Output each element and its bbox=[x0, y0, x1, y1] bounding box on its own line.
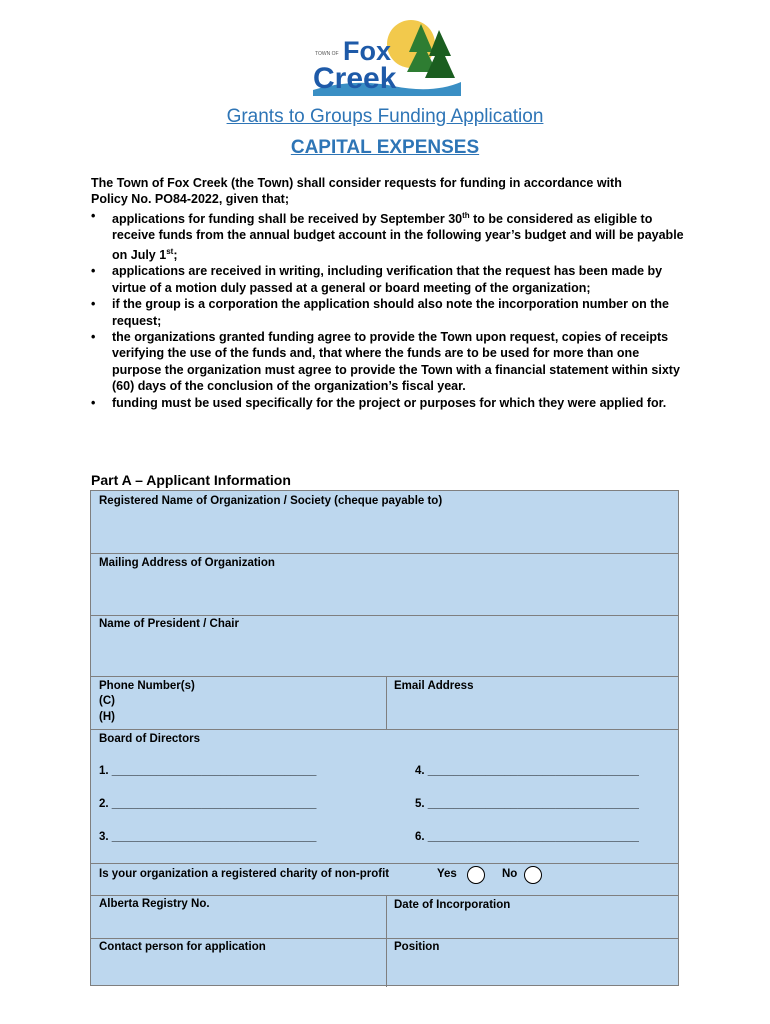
phone-field[interactable]: Phone Number(s) bbox=[99, 680, 195, 692]
position-field[interactable]: Position bbox=[394, 941, 440, 953]
row-divider bbox=[91, 895, 678, 896]
fox-creek-logo bbox=[313, 16, 461, 96]
director-line-2[interactable]: 2. ________________________________ bbox=[99, 798, 317, 810]
director-line-4[interactable]: 4. _________________________________ bbox=[415, 765, 639, 777]
row-divider bbox=[91, 615, 678, 616]
phone-home-label: (H) bbox=[99, 711, 115, 723]
mailing-address-field[interactable]: Mailing Address of Organization bbox=[99, 557, 275, 569]
yes-radio[interactable] bbox=[467, 866, 485, 884]
intro-text bbox=[91, 175, 691, 411]
director-line-3[interactable]: 3. ________________________________ bbox=[99, 831, 317, 843]
registry-field[interactable]: Alberta Registry No. bbox=[99, 898, 210, 910]
part-a-heading: Part A – Applicant Information bbox=[91, 472, 291, 488]
director-line-5[interactable]: 5. _________________________________ bbox=[415, 798, 639, 810]
director-line-1[interactable]: 1. ________________________________ bbox=[99, 765, 317, 777]
applicant-form bbox=[90, 490, 679, 986]
intro-bullet: • if the group is a corporation the application should also note the incorporation number on the request; bbox=[91, 297, 669, 328]
yes-label: Yes bbox=[437, 868, 457, 880]
board-of-directors-label: Board of Directors bbox=[99, 733, 200, 745]
row-divider bbox=[91, 553, 678, 554]
phone-cell-label: (C) bbox=[99, 695, 115, 707]
logo-small-text: TOWN OF bbox=[315, 51, 339, 57]
director-line-6[interactable]: 6. _________________________________ bbox=[415, 831, 639, 843]
intro-bullet: • funding must be used specifically for the project or purposes for which they were applied for. bbox=[91, 395, 667, 410]
page-title: Grants to Groups Funding Application bbox=[226, 106, 544, 127]
column-divider bbox=[386, 676, 387, 729]
president-field[interactable]: Name of President / Chair bbox=[99, 618, 239, 630]
incorporation-date-field[interactable]: Date of Incorporation bbox=[394, 899, 511, 911]
contact-person-field[interactable]: Contact person for application bbox=[99, 941, 266, 953]
intro-lead-line2: Policy No. PO84-2022, given that; bbox=[91, 192, 289, 207]
column-divider bbox=[386, 895, 387, 987]
intro-bullet: • the organizations granted funding agree to provide the Town upon request, copies of receipts verifying the use of the funds and, that where the funds are to be used for more than one purpose the organization must agree to provide the Town with a financial statement within sixty (60) days of the conclusion of the organization’s fiscal year. bbox=[91, 329, 680, 394]
row-divider bbox=[91, 938, 678, 939]
no-label: No bbox=[502, 868, 518, 880]
row-divider bbox=[91, 676, 678, 677]
intro-bullet: • applications for funding shall be received by September 30th to be considered as eligible to receive funds from the annual budget account in the following year’s budget and will be payable on July 1st; bbox=[91, 208, 684, 262]
no-radio[interactable] bbox=[524, 866, 542, 884]
intro-bullet: • applications are received in writing, including verification that the request has been made by virtue of a motion duly passed at a general or board meeting of the organization; bbox=[91, 264, 663, 295]
row-divider bbox=[91, 729, 678, 730]
logo-creek-text: Creek bbox=[313, 62, 397, 95]
row-divider bbox=[91, 863, 678, 864]
email-field[interactable]: Email Address bbox=[394, 680, 474, 692]
intro-bullet-list bbox=[91, 208, 691, 411]
logo-fox-text: Fox bbox=[343, 36, 392, 66]
intro-lead-line1: The Town of Fox Creek (the Town) shall consider requests for funding in accordance with bbox=[91, 176, 622, 190]
org-name-field[interactable]: Registered Name of Organization / Society (cheque payable to) bbox=[99, 495, 443, 507]
page-subtitle: CAPITAL EXPENSES bbox=[290, 137, 480, 158]
charity-question: Is your organization a registered charity of non-profit bbox=[99, 868, 390, 880]
